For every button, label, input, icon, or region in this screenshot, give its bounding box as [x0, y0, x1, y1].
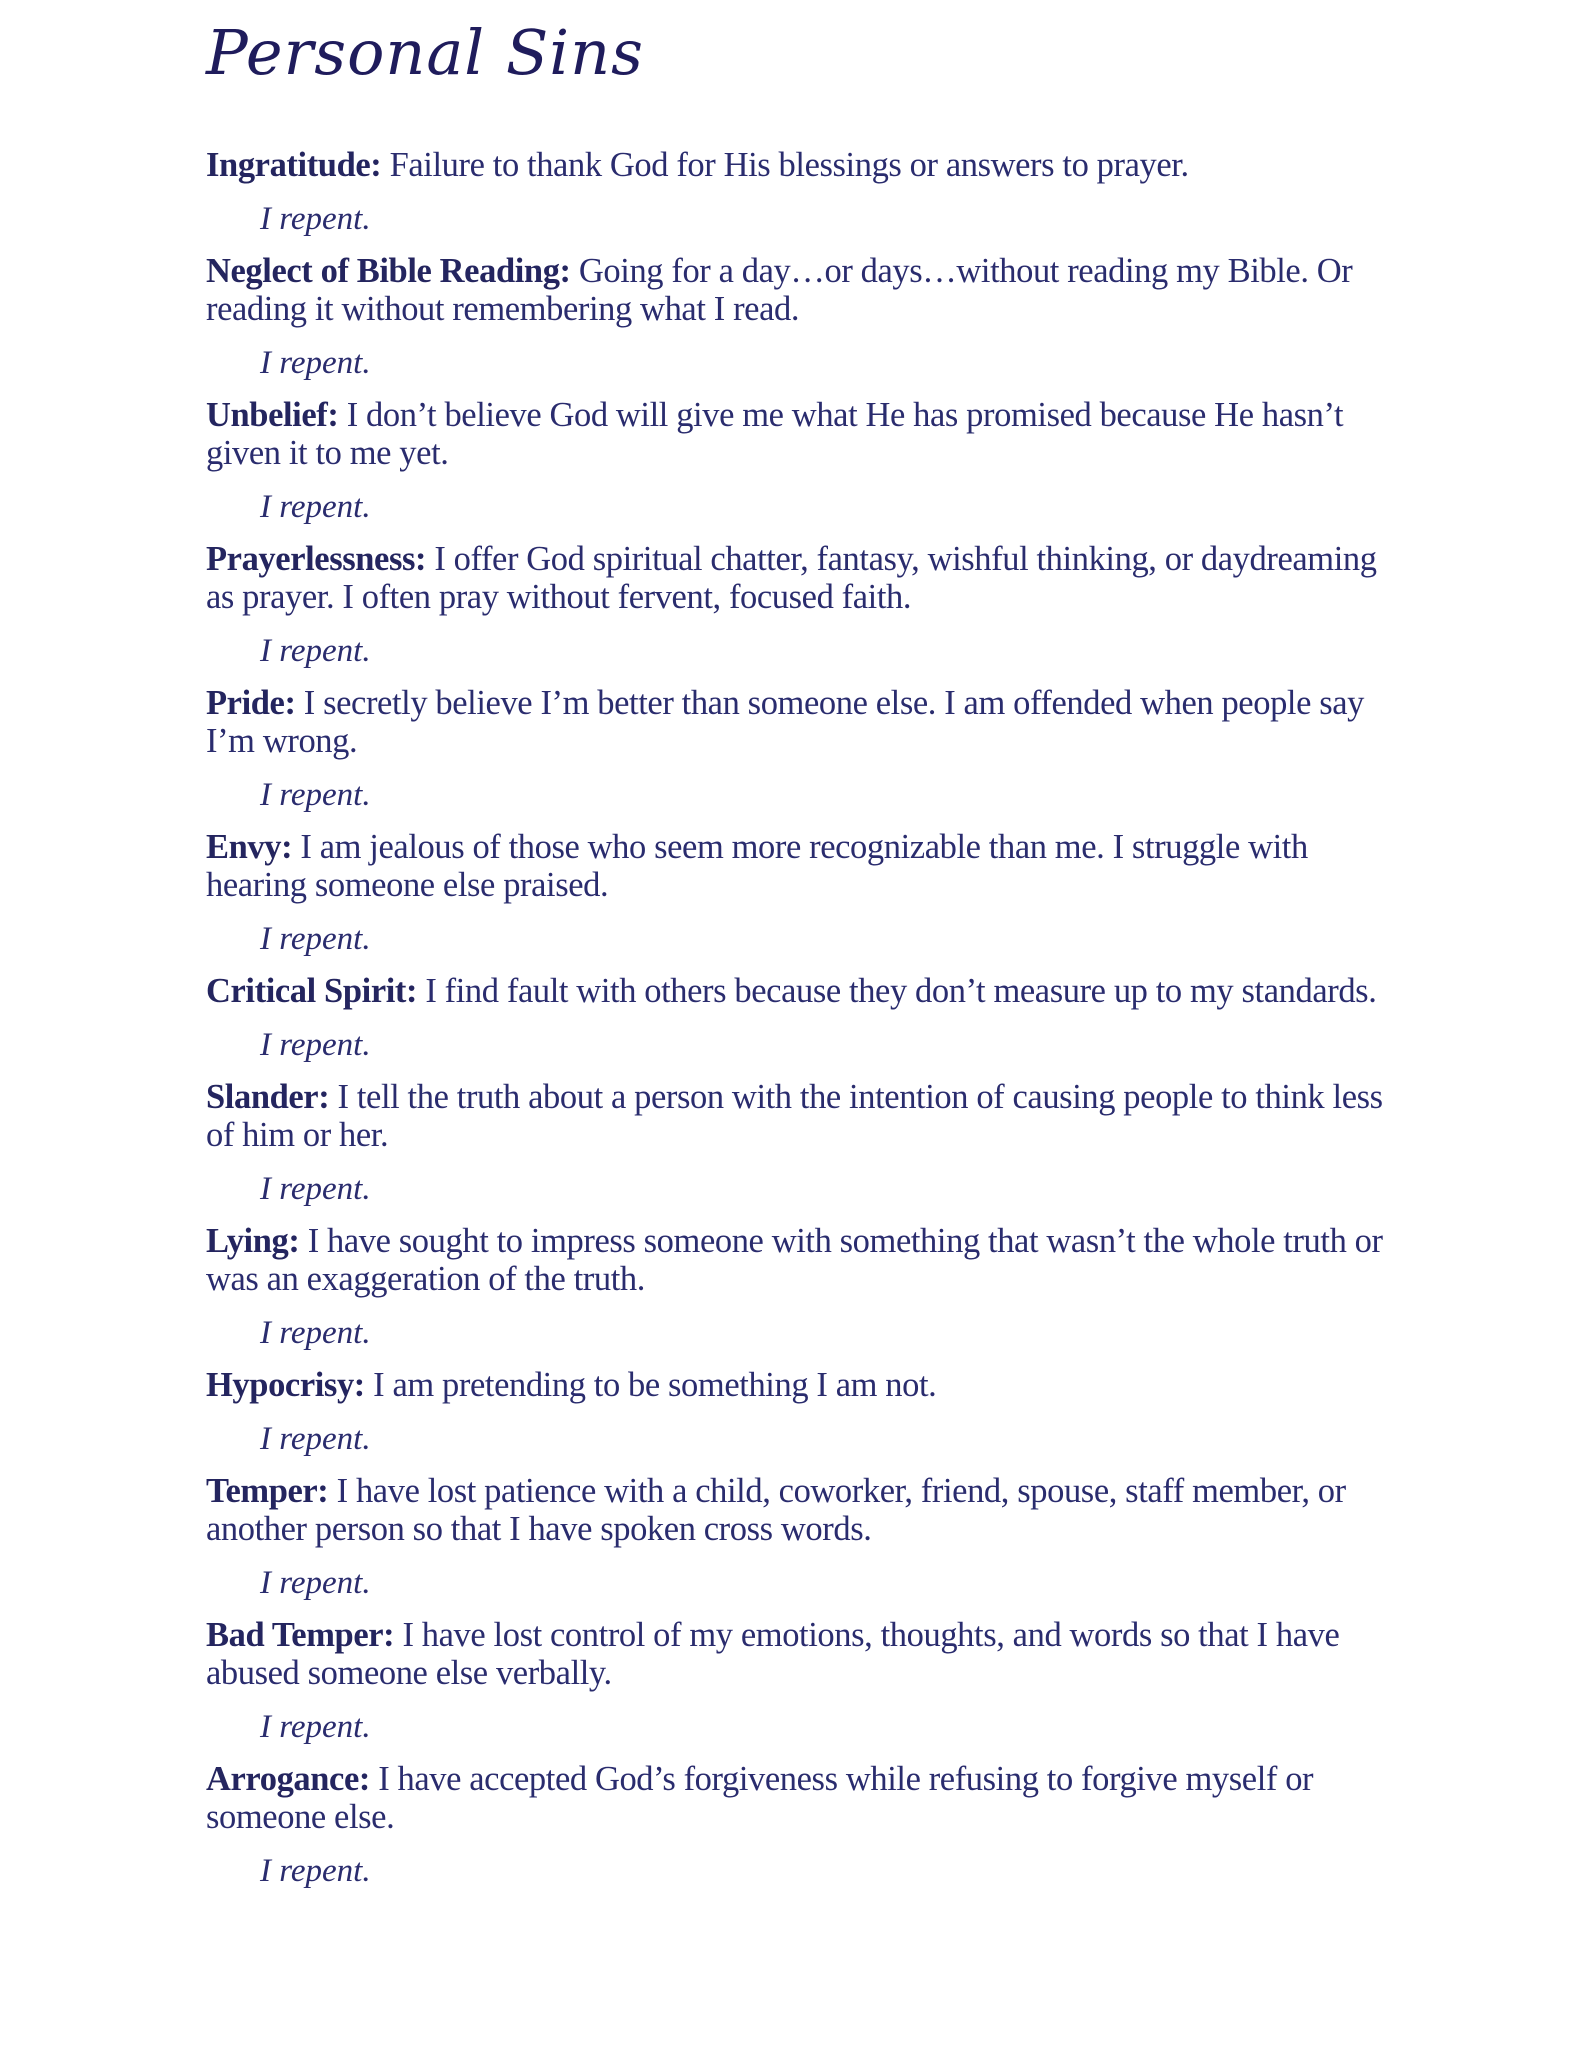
entry-text — [206, 1222, 1386, 1298]
entry-description: I have lost control of my emotions, thoughts, and words so that I have abused someone else verbally. — [206, 1616, 1340, 1692]
sin-entry-neglect-of-bible-reading — [206, 252, 1386, 382]
entry-description: Going for a day…or days…without reading my Bible. Or reading it without remembering what I read. — [206, 252, 1353, 328]
entry-text — [206, 540, 1386, 616]
repent-response: I repent. — [260, 489, 371, 525]
entry-text — [206, 972, 1386, 1010]
entry-term: Hypocrisy: — [206, 1366, 365, 1404]
entry-description: Failure to thank God for His blessings or answers to prayer. — [389, 146, 1189, 184]
sin-entry-slander — [206, 1078, 1386, 1208]
sin-entry-arrogance — [206, 1760, 1386, 1890]
sin-entry-critical-spirit — [206, 972, 1386, 1064]
repent-response: I repent. — [260, 777, 371, 813]
entry-term: Critical Spirit: — [206, 972, 418, 1010]
sin-entry-lying — [206, 1222, 1386, 1352]
sin-list — [206, 146, 1386, 1904]
entry-term: Pride: — [206, 684, 296, 722]
entry-text — [206, 1366, 1386, 1404]
page-title: Personal Sins — [206, 16, 644, 89]
repent-response: I repent. — [260, 633, 371, 669]
entry-description: I am jealous of those who seem more recognizable than me. I struggle with hearing someone else praised. — [206, 828, 1308, 904]
entry-description: I secretly believe I’m better than someone else. I am offended when people say I’m wrong. — [206, 684, 1365, 760]
entry-text — [206, 684, 1386, 760]
entry-text — [206, 252, 1386, 328]
entry-term: Unbelief: — [206, 396, 339, 434]
entry-description: I tell the truth about a person with the intention of causing people to think less of him or her. — [206, 1078, 1383, 1154]
entry-text — [206, 1078, 1386, 1154]
entry-term: Bad Temper: — [206, 1616, 395, 1654]
entry-term: Neglect of Bible Reading: — [206, 252, 571, 290]
repent-response: I repent. — [260, 201, 371, 237]
entry-description: I am pretending to be something I am not. — [373, 1366, 937, 1404]
entry-text — [206, 1472, 1386, 1548]
sin-entry-pride — [206, 684, 1386, 814]
sin-entry-prayerlessness — [206, 540, 1386, 670]
sin-entry-hypocrisy — [206, 1366, 1386, 1458]
entry-text — [206, 1760, 1386, 1836]
entry-term: Ingratitude: — [206, 146, 382, 184]
entry-term: Prayerlessness: — [206, 540, 427, 578]
repent-response: I repent. — [260, 1027, 371, 1063]
sin-entry-envy — [206, 828, 1386, 958]
entry-text — [206, 396, 1386, 472]
entry-description: I offer God spiritual chatter, fantasy, wishful thinking, or daydreaming as prayer. I often pray without fervent, focused faith. — [206, 540, 1377, 616]
entry-term: Temper: — [206, 1472, 329, 1510]
sin-entry-ingratitude — [206, 146, 1386, 238]
entry-description: I have sought to impress someone with something that wasn’t the whole truth or was an exaggeration of the truth. — [206, 1222, 1383, 1298]
entry-description: I have lost patience with a child, coworker, friend, spouse, staff member, or another person so that I have spoken cross words. — [206, 1472, 1346, 1548]
repent-response: I repent. — [260, 1565, 371, 1601]
sin-entry-bad-temper — [206, 1616, 1386, 1746]
entry-text — [206, 1616, 1386, 1692]
entry-description: I don’t believe God will give me what He has promised because He hasn’t given it to me yet. — [206, 396, 1344, 472]
repent-response: I repent. — [260, 921, 371, 957]
sin-entry-unbelief — [206, 396, 1386, 526]
sin-entry-temper — [206, 1472, 1386, 1602]
entry-term: Slander: — [206, 1078, 330, 1116]
repent-response: I repent. — [260, 1853, 371, 1889]
entry-text — [206, 828, 1386, 904]
entry-term: Lying: — [206, 1222, 300, 1260]
repent-response: I repent. — [260, 345, 371, 381]
repent-response: I repent. — [260, 1709, 371, 1745]
entry-description: I find fault with others because they don’t measure up to my standards. — [425, 972, 1377, 1010]
entry-term: Arrogance: — [206, 1760, 370, 1798]
entry-description: I have accepted God’s forgiveness while refusing to forgive myself or someone else. — [206, 1760, 1314, 1836]
entry-text — [206, 146, 1386, 184]
entry-term: Envy: — [206, 828, 293, 866]
repent-response: I repent. — [260, 1315, 371, 1351]
repent-response: I repent. — [260, 1171, 371, 1207]
repent-response: I repent. — [260, 1421, 371, 1457]
